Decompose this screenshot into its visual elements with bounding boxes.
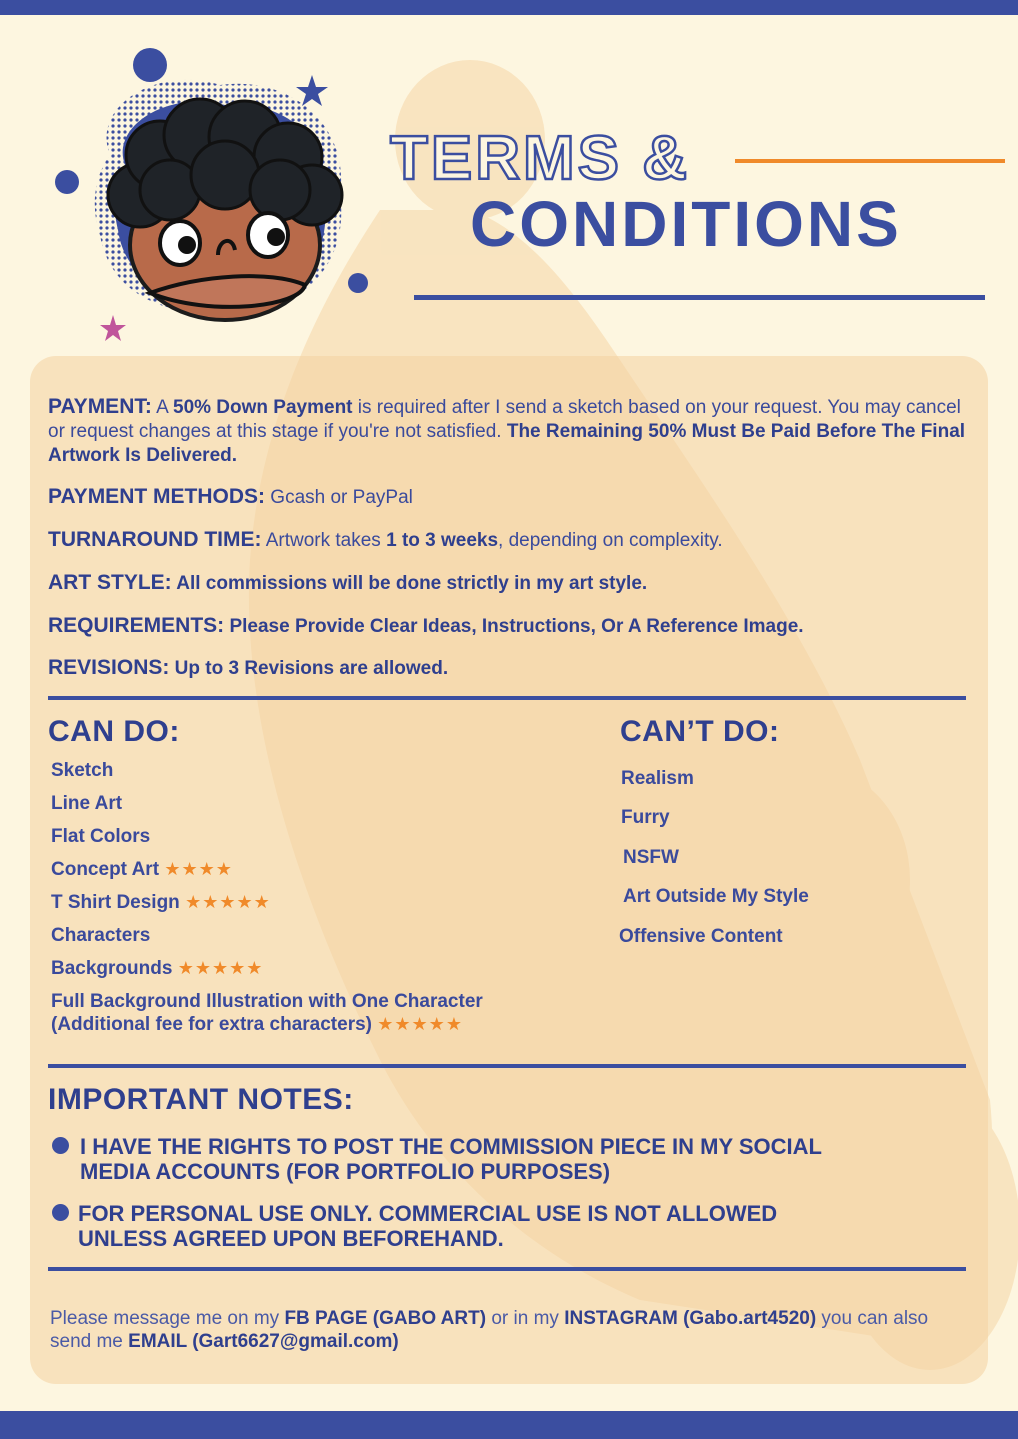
art-style-term: ART STYLE: All commissions will be done strictly in my art style. (48, 571, 648, 594)
title-accent-line (735, 159, 1005, 163)
important-notes-heading: IMPORTANT NOTES: (48, 1083, 354, 1116)
turnaround-term: TURNAROUND TIME: Artwork takes 1 to 3 weeks, depending on complexity. (48, 528, 723, 551)
bottom-bar (0, 1411, 1018, 1439)
can-do-item: Sketch (51, 760, 114, 781)
can-do-item: Concept Art ★★★★ (51, 859, 233, 880)
instagram-link: INSTAGRAM (Gabo.art4520) (564, 1308, 817, 1329)
email-link: EMAIL (Gart6627@gmail.com) (128, 1331, 399, 1352)
divider-1 (48, 696, 966, 700)
can-do-item: Full Background Illustration with One Character (Additional fee for extra characters) ★★★★★ (51, 991, 483, 1035)
payment-methods-term: PAYMENT METHODS: Gcash or PayPal (48, 485, 413, 508)
title-conditions: CONDITIONS (470, 188, 902, 260)
note-item: FOR PERSONAL USE ONLY. COMMERCIAL USE IS NOT ALLOWED UNLESS AGREED UPON BEFOREHAND. (78, 1201, 778, 1251)
payment-term: PAYMENT: A 50% Down Payment is required after I send a sketch based on your request. You may cancel or request changes at this stage if you're not satisfied. The Remaining 50% Must Be Paid Before The Final Artwork Is Delivered. (48, 395, 966, 466)
title-underline (414, 295, 985, 300)
divider-3 (48, 1267, 966, 1271)
rating-stars: ★★★★★ (185, 892, 271, 912)
title-terms: TERMS & (390, 124, 690, 193)
bullet-icon (52, 1204, 69, 1221)
fb-page-link: FB PAGE (GABO ART) (284, 1308, 487, 1329)
note-item: I HAVE THE RIGHTS TO POST THE COMMISSION PIECE IN MY SOCIAL MEDIA ACCOUNTS (FOR PORTFOLIO PURPOSES) (80, 1134, 822, 1184)
rating-stars: ★★★★ (164, 859, 233, 879)
cant-do-item: Realism (621, 768, 694, 789)
revisions-term: REVISIONS: Up to 3 Revisions are allowed. (48, 656, 449, 679)
cant-do-heading: CAN’T DO: (620, 715, 780, 748)
can-do-heading: CAN DO: (48, 715, 180, 748)
cant-do-item: Offensive Content (619, 926, 783, 947)
mascot-illustration (50, 45, 380, 345)
contact-info: Please message me on my FB PAGE (GABO ART) or in my INSTAGRAM (Gabo.art4520) you can also send me EMAIL (Gart6627@gmail.com) (50, 1308, 929, 1352)
can-do-item: T Shirt Design ★★★★★ (51, 892, 271, 913)
rating-stars: ★★★★★ (377, 1014, 463, 1034)
payment-label: PAYMENT: (48, 395, 152, 418)
divider-2 (48, 1064, 966, 1068)
can-do-item: Flat Colors (51, 826, 151, 847)
can-do-item: Backgrounds ★★★★★ (51, 958, 264, 979)
rating-stars: ★★★★★ (177, 958, 264, 978)
can-do-item: Characters (51, 925, 151, 946)
cant-do-item: Furry (621, 807, 670, 828)
cant-do-item: Art Outside My Style (623, 886, 809, 907)
bullet-icon (52, 1137, 69, 1154)
requirements-term: REQUIREMENTS: Please Provide Clear Ideas, Instructions, Or A Reference Image. (48, 614, 804, 637)
can-do-item: Line Art (51, 793, 123, 814)
cant-do-item: NSFW (623, 847, 679, 868)
